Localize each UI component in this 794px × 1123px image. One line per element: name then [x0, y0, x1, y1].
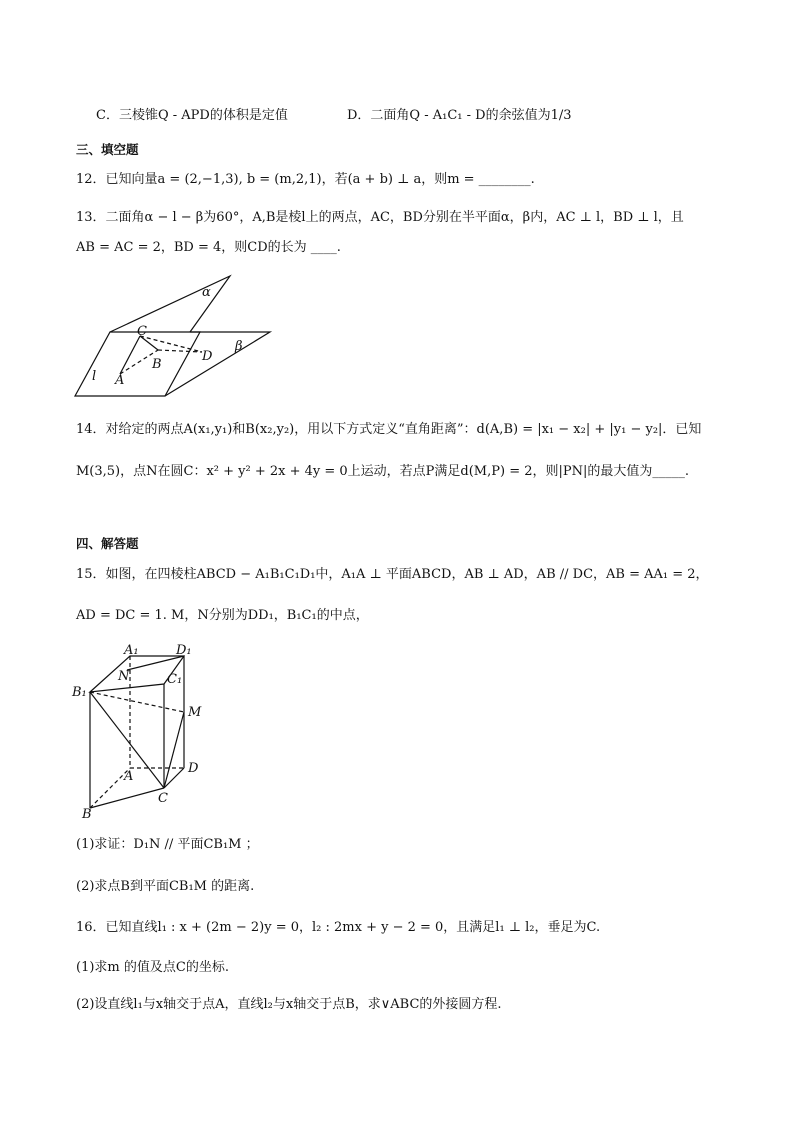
- prism-figure: [70, 640, 220, 820]
- question-13-line1: 13．二面角α − l − β为60°，A,B是棱l上的两点，AC，BD分别在半平面α，β内，AC ⊥ l，BD ⊥ l，且: [76, 210, 684, 225]
- label-c: C: [158, 791, 168, 806]
- label-c1: C₁: [167, 672, 183, 687]
- section-heading-solution: 四、解答题: [76, 536, 139, 551]
- question-13-line2: AB = AC = 2，BD = 4，则CD的长为 ____.: [76, 240, 341, 255]
- option-c: C．三棱锥Q - APD的体积是定值: [96, 108, 288, 123]
- question-15-part1: (1)求证：D₁N // 平面CB₁M ；: [76, 837, 259, 852]
- label-a: A: [115, 373, 125, 388]
- label-d: D: [202, 349, 213, 364]
- label-d1: D₁: [176, 643, 192, 658]
- label-b: B: [82, 807, 92, 820]
- label-m: M: [188, 705, 202, 720]
- question-15-line2: AD = DC = 1. M，N分别为DD₁，B₁C₁的中点，: [76, 608, 369, 623]
- question-16-part1: (1)求m 的值及点C的坐标.: [76, 960, 229, 975]
- question-15-part2: (2)求点B到平面CB₁M 的距离.: [76, 879, 255, 894]
- label-alpha: α: [202, 285, 211, 300]
- question-14-line1: 14．对给定的两点A(x₁,y₁)和B(x₂,y₂)，用以下方式定义“直角距离”：d(A,B) = |x₁ − x₂| + |y₁ − y₂|．已知: [76, 422, 702, 437]
- option-d: D．二面角Q - A₁C₁ - D的余弦值为1/3: [347, 108, 572, 123]
- label-l: l: [92, 369, 97, 384]
- question-14-line2: M(3,5)，点N在圆C：x² + y² + 2x + 4y = 0上运动，若点P满足d(M,P) = 2，则|PN|的最大值为_____.: [76, 464, 690, 479]
- dihedral-angle-figure: [70, 270, 280, 400]
- label-b: B: [152, 357, 162, 372]
- label-a: A: [124, 769, 134, 784]
- label-beta: β: [235, 339, 243, 354]
- label-a1: A₁: [124, 643, 139, 658]
- question-16-line1: 16．已知直线l₁ : x + (2m − 2)y = 0，l₂ : 2mx + y − 2 = 0，且满足l₁ ⊥ l₂，垂足为C.: [76, 920, 601, 935]
- section-heading-fill-in: 三、填空题: [76, 142, 139, 157]
- label-b1: B₁: [72, 685, 87, 700]
- question-16-part2: (2)设直线l₁与x轴交于点A，直线l₂与x轴交于点B，求∨ABC的外接圆方程.: [76, 997, 502, 1012]
- label-n: N: [118, 669, 130, 684]
- question-12: 12．已知向量a = (2,−1,3), b = (m,2,1)，若(a + b) ⊥ a，则m = ________.: [76, 172, 535, 187]
- label-d: D: [188, 761, 199, 776]
- label-c: C: [137, 324, 147, 339]
- question-15-line1: 15．如图，在四棱柱ABCD − A₁B₁C₁D₁中，A₁A ⊥ 平面ABCD，AB ⊥ AD，AB // DC，AB = AA₁ = 2，: [76, 567, 709, 582]
